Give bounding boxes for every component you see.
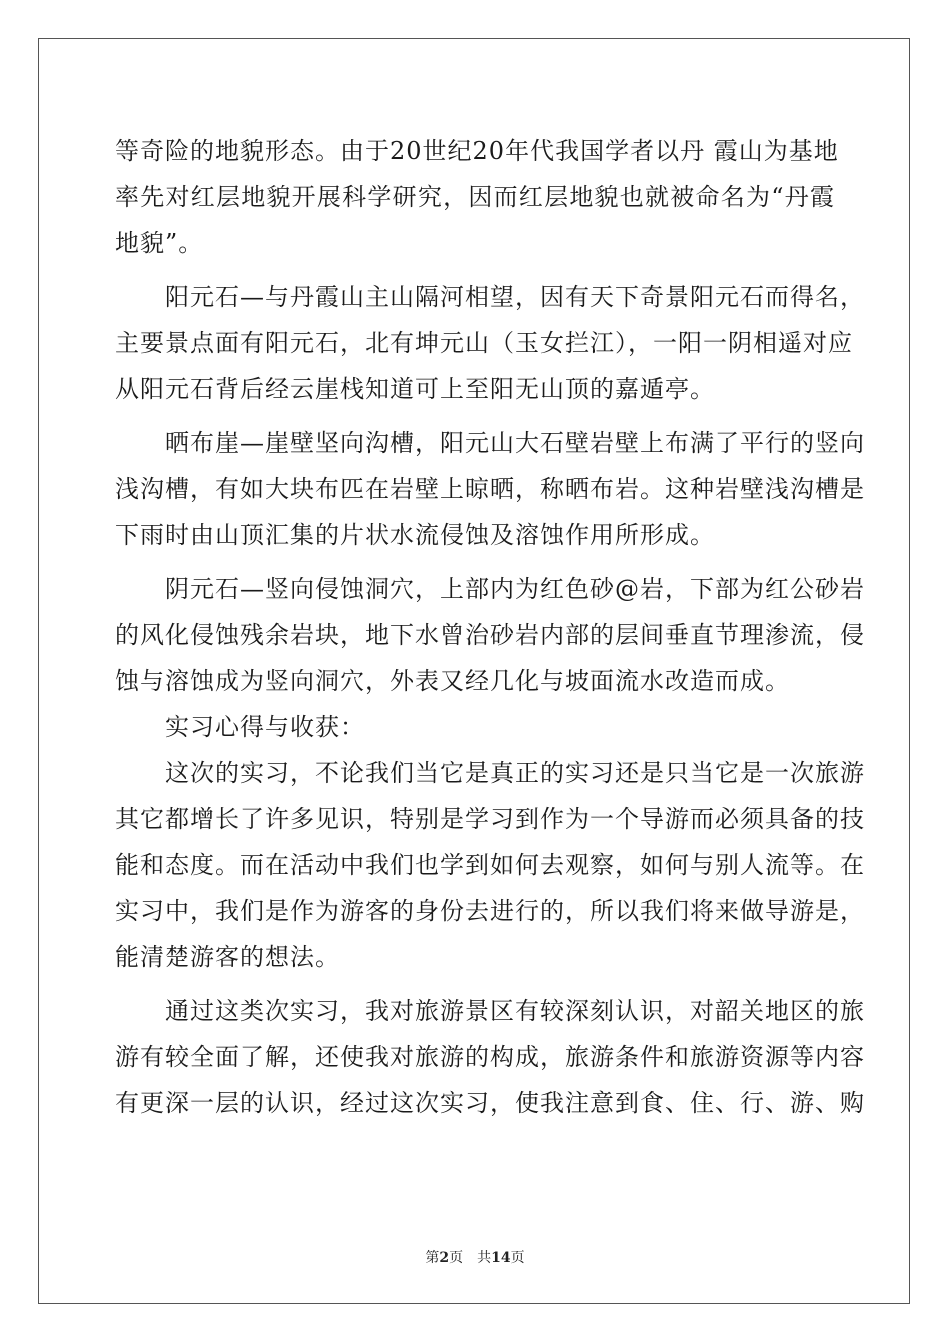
paragraph bbox=[115, 988, 865, 1126]
text-line: 浅沟槽，有如大块布匹在岩壁上晾晒，称晒布岩。这种岩壁浅沟槽是 bbox=[115, 475, 865, 503]
paragraph bbox=[115, 274, 865, 412]
section-heading bbox=[115, 704, 835, 750]
paragraph bbox=[115, 128, 839, 266]
text-line: 阳元石—与丹霞山主山隔河相望，因有天下奇景阳元石而得名， bbox=[115, 283, 865, 311]
text-line: 蚀与溶蚀成为竖向洞穴，外表又经几化与坡面流水改造而成。 bbox=[115, 667, 790, 695]
text-line: 能和态度。而在活动中我们也学到如何去观察，如何与别人流等。在 bbox=[115, 851, 865, 879]
text-line: 晒布崖—崖壁坚向沟槽，阳元山大石壁岩壁上布满了平行的竖向 bbox=[115, 429, 865, 457]
paragraph bbox=[115, 750, 865, 980]
text-line: 其它都增长了许多见识，特别是学习到作为一个导游而必须具备的技 bbox=[115, 805, 865, 833]
text-line: 能清楚游客的想法。 bbox=[115, 943, 340, 971]
page-number-label: 第2页 bbox=[425, 1250, 464, 1266]
text-line: 实习心得与收获： bbox=[115, 713, 365, 741]
text-line: 下雨时由山顶汇集的片状水流侵蚀及溶蚀作用所形成。 bbox=[115, 521, 715, 549]
text-line: 实习中，我们是作为游客的身份去进行的，所以我们将来做导游是， bbox=[115, 897, 865, 925]
text-line: 这次的实习，不论我们当它是真正的实习还是只当它是一次旅游 bbox=[115, 759, 865, 787]
text-line: 通过这类次实习，我对旅游景区有较深刻认识，对韶关地区的旅 bbox=[115, 997, 865, 1025]
text-line: 的风化侵蚀残余岩块，地下水曾治砂岩内部的层间垂直节理渗流，侵 bbox=[115, 621, 865, 649]
paragraph bbox=[115, 566, 865, 704]
total-pages-label: 共14页 bbox=[477, 1250, 525, 1266]
text-line: 率先对红层地貌开展科学研究，因而红层地貌也就被命名为“丹霞 bbox=[115, 183, 835, 211]
page-footer bbox=[0, 1247, 950, 1267]
text-line: 阴元石—竖向侵蚀洞穴，上部内为红色砂@岩，下部为红公砂岩 bbox=[115, 575, 865, 603]
text-line: 等奇险的地貌形态。由于20世纪20年代我国学者以丹 霞山为基地 bbox=[115, 137, 839, 165]
text-line: 游有较全面了解，还使我对旅游的构成，旅游条件和旅游资源等内容 bbox=[115, 1043, 865, 1071]
text-line: 主要景点面有阳元石，北有坤元山（玉女拦江），一阳一阴相遥对应 bbox=[115, 329, 853, 357]
text-line: 地貌”。 bbox=[115, 229, 204, 257]
paragraph bbox=[115, 420, 865, 558]
text-line: 有更深一层的认识，经过这次实习，使我注意到食、住、行、游、购 bbox=[115, 1089, 865, 1117]
text-line: 从阳元石背后经云崖栈知道可上至阳无山顶的嘉遁亭。 bbox=[115, 375, 715, 403]
document-body bbox=[115, 128, 865, 1126]
